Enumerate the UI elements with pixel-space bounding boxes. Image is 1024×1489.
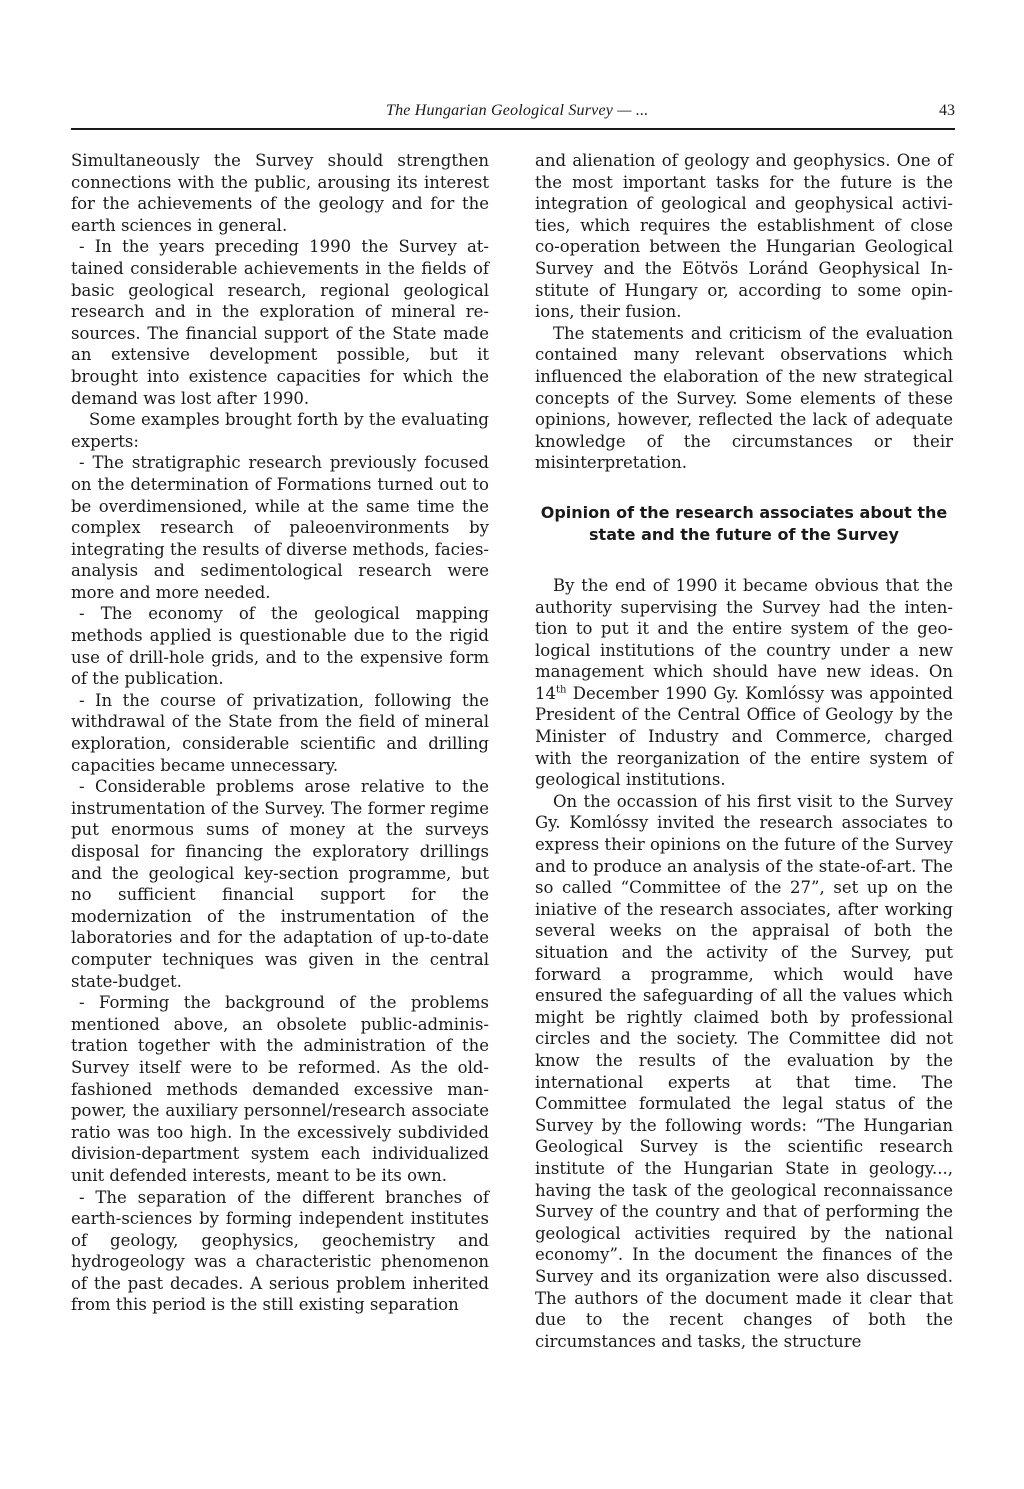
running-header	[71, 100, 955, 124]
section-heading: Opinion of the research associates about the state and the future of the Survey	[540, 502, 948, 544]
paragraph: - The economy of the geological mapping methods applied is questionable due to the rigid use of drill-hole grids, and to the expensive form of the publication.	[71, 604, 489, 689]
paragraph: - Considerable problems arose relative to the instrumentation of the Survey. The former regime put enormous sums of money at the surveys disposal for financing the exploratory drillings and the geological key-section programme, but no sufficient financial support for the modernization of the instrumentation of the laboratories and for the adaptation of up-to-date computer techniques was given in the central state-budget.	[71, 777, 489, 991]
paragraph: On the occassion of his first visit to the Survey Gy. Komlóssy invited the research associates to express their opinions on the future of the Survey and to produce an analysis of the state-of-art. The so called “Committee of the 27”, set up on the iniative of the research associates, after working several weeks on the appraisal of both the situation and the activity of the Survey, put forward a programme, which would have ensured the safeguarding of all the values which might be rightly claimed both by professional circles and the society. The Committee did not know the results of the evaluation by the international experts at that time. The Committee formulated the legal status of the Survey by the following words: “The Hungarian Geological Survey is the scientific research institute of the Hungarian State in geology..., having the task of the geological reconnaissance Survey of the country and that of performing the geological activities required by the national economy”. In the document the finances of the Survey and its organization were also discussed. The authors of the document made it clear that due to the recent changes of both the circumstances and tasks, the structure	[535, 791, 953, 1351]
ordinal-suffix: th	[556, 684, 567, 696]
paragraph-text: December 1990 Gy. Komlóssy was appointed President of the Central Office of Geology by the Minister of Industry and Commerce, charged with the reorganization of the entire system of geological institutions.	[535, 683, 953, 790]
paragraph: - The stratigraphic research previously focused on the determination of Formations turned out to be overdimensioned, while at the same time the complex research of paleoenvironments by integrating the results of diverse methods, facies-analysis and sedimentological research were more and more needed.	[71, 453, 489, 602]
running-title: The Hungarian Geological Survey — ...	[386, 102, 649, 119]
right-column	[535, 150, 953, 1352]
paragraph: - The separation of the different branches of earth-sciences by forming independent institutes of geology, geophysics, geochemistry and hydrogeology was a characteristic phenomenon of the past decades. A serious problem inherited from this period is the still existing separation	[71, 1187, 489, 1315]
paragraph: and alienation of geology and geophysics. One of the most important tasks for the future is the integration of geological and geophysical activities, which requires the establishment of close co-operation between the Hungarian Geological Survey and the Eötvös Loránd Geophysical Institute of Hungary or, according to some opinions, their fusion.	[535, 151, 953, 322]
paragraph: - In the course of privatization, following the withdrawal of the State from the field of mineral exploration, considerable scientific and drilling capacities became unnecessary.	[71, 690, 489, 775]
header-rule	[71, 128, 955, 130]
paragraph: The statements and criticism of the evaluation contained many relevant observations which influenced the elaboration of the new strategical concepts of the Survey. Some elements of these opinions, however, reflected the lack of adequate knowledge of the circumstances or their misinterpretation.	[535, 323, 953, 473]
left-column	[71, 150, 489, 1316]
page-number: 43	[939, 102, 955, 119]
paragraph-text: By the end of 1990 it became obvious that the authority supervising the Survey had the intention to put it and the entire system of the geological institutions of the country under a new management which should have new ideas. On 14	[535, 575, 953, 703]
paragraph: - Forming the background of the problems mentioned above, an obsolete public-administration together with the administration of the Survey itself were to be reformed. As the old-fashioned methods demanded excessive manpower, the auxiliary personnel/research associate ratio was too high. In the excessively subdivided division-department system each individualized unit defended interests, meant to be its own.	[71, 993, 489, 1185]
paragraph: - In the years preceding 1990 the Survey attained considerable achievements in the fields of basic geological research, regional geological research and in the exploration of mineral resources. The financial support of the State made an extensive development possible, but it brought into existence capacities for which the demand was lost after 1990.	[71, 237, 489, 408]
paragraph	[535, 575, 953, 791]
paragraph: Some examples brought forth by the evaluating experts:	[71, 410, 489, 451]
paragraph: Simultaneously the Survey should strengthen connections with the public, arousing its interest for the achievements of the geology and for the earth sciences in general.	[71, 151, 489, 235]
